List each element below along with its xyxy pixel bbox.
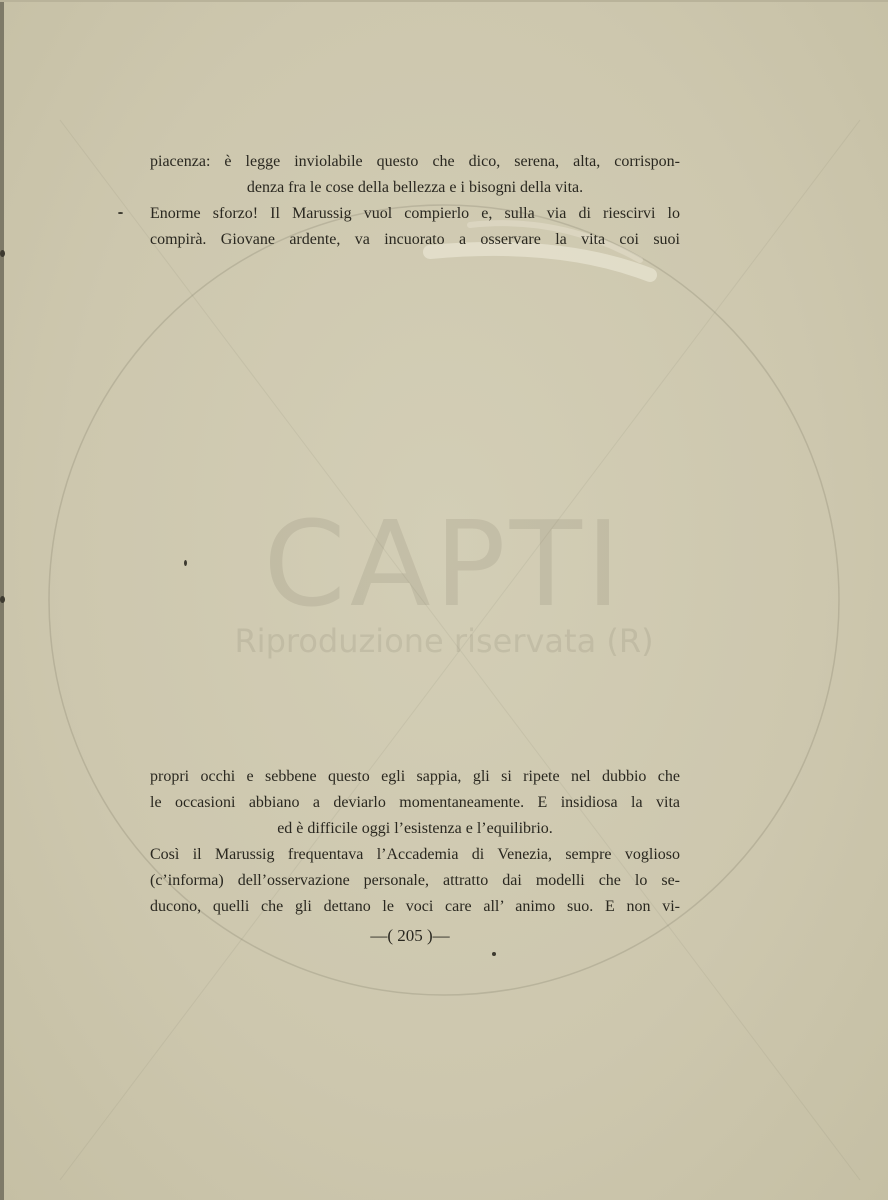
text-line: Così il Marussig frequentava l’Accademia di Venezia, sempre voglioso bbox=[150, 846, 680, 863]
text-line: denza fra le cose della bellezza e i bisogni della vita. bbox=[246, 179, 584, 196]
text-line: propri occhi e sebbene questo egli sappia, gli si ripete nel dubbio che bbox=[150, 768, 680, 785]
watermark-logo: CAPTI bbox=[263, 495, 625, 633]
top-paragraph bbox=[150, 149, 680, 253]
page-number: —( 205 )— bbox=[370, 926, 450, 945]
watermark-caption: Riproduzione riservata (R) bbox=[234, 622, 654, 660]
text-line: ducono, quelli che gli dettano le voci care all’ animo suo. E non vi- bbox=[150, 898, 680, 915]
scan-speck bbox=[492, 952, 496, 956]
text-line: ed è difficile oggi l’esistenza e l’equilibrio. bbox=[277, 820, 553, 837]
bottom-paragraph bbox=[150, 764, 680, 920]
scan-speck bbox=[118, 212, 123, 214]
text-line: Enorme sforzo! Il Marussig vuol compierlo e, sulla via di riescirvi lo bbox=[150, 205, 680, 222]
scan-speck bbox=[0, 596, 5, 603]
text-line: compirà. Giovane ardente, va incuorato a osservare la vita coi suoi bbox=[150, 231, 680, 248]
text-line: piacenza: è legge inviolabile questo che dico, serena, alta, corrispon- bbox=[150, 153, 680, 170]
scan-speck bbox=[0, 250, 5, 257]
text-line: (c’informa) dell’osservazione personale, attratto dai modelli che lo se- bbox=[150, 872, 680, 889]
scan-speck bbox=[184, 560, 187, 566]
text-line: le occasioni abbiano a deviarlo momentaneamente. E insidiosa la vita bbox=[150, 794, 680, 811]
